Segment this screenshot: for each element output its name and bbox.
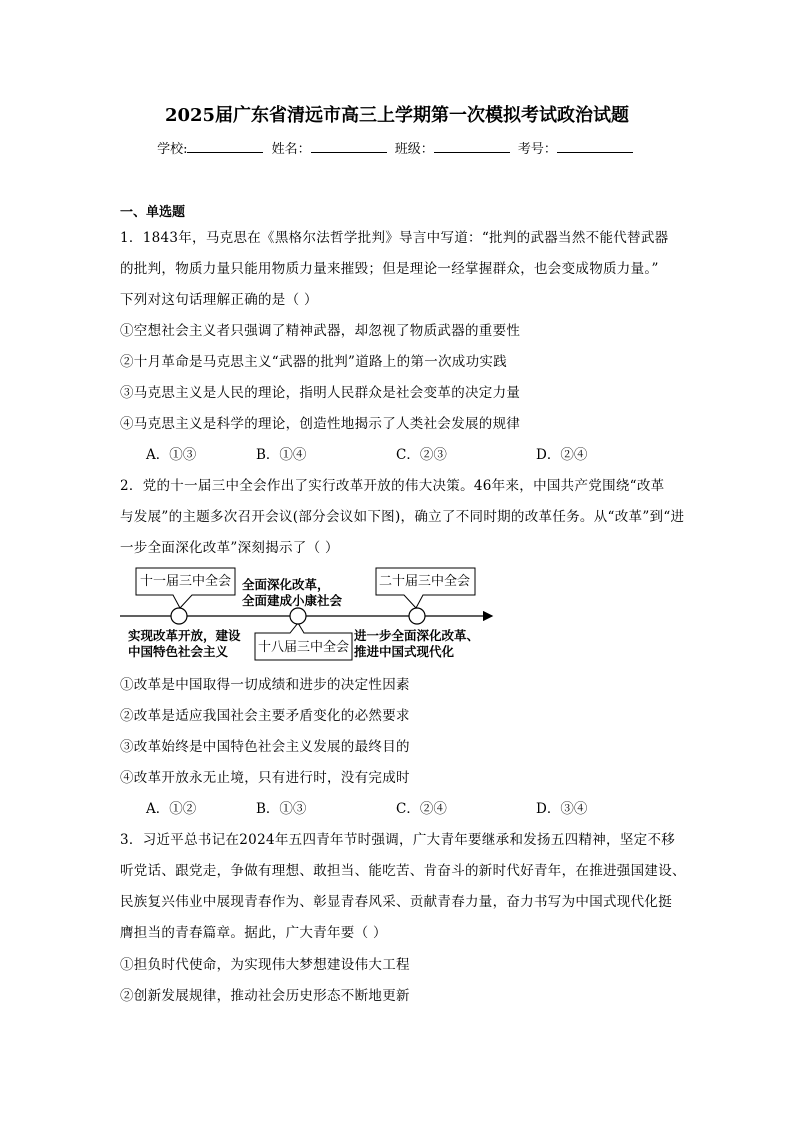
school-label: 学校: [157, 142, 188, 157]
q2-item: ④改革开放永无止境，只有进行时，没有完成时 [120, 770, 410, 786]
q1-item: ③马克思主义是人民的理论，指明人民群众是社会变革的决定力量 [120, 385, 521, 401]
meeting-label-2: 十八届三中全会 [258, 640, 350, 655]
timeline-node-2 [290, 608, 306, 624]
student-info-row [0, 138, 794, 160]
task-1-line2: 中国特色社会主义 [128, 644, 229, 659]
q1-stem-line: 下列对这句话理解正确的是（ ） [120, 292, 318, 308]
number-blank[interactable] [557, 138, 633, 153]
q1-stem-line: 1．1843年，马克思在《黑格尔法哲学批判》导言中写道：“批判的武器当然不能代替武器 [120, 230, 669, 246]
q1-option-a[interactable]: A．①③ [146, 447, 197, 463]
q2-option-c[interactable]: C．②④ [396, 801, 447, 817]
timeline-node-1 [171, 608, 187, 624]
class-blank[interactable] [434, 138, 510, 153]
q1-item: ②十月革命是马克思主义“武器的批判”道路上的第一次成功实践 [120, 354, 508, 370]
school-blank[interactable] [187, 138, 263, 153]
q1-stem-line: 的批判，物质力量只能用物质力量来摧毁；但是理论一经掌握群众，也会变成物质力量。” [120, 261, 659, 277]
task-3-line1: 进一步全面深化改革、 [354, 628, 480, 643]
q1-option-d[interactable]: D．②④ [536, 447, 588, 463]
q2-stem-line: 一步全面深化改革”深刻揭示了（ ） [120, 540, 339, 556]
timeline-node-3 [409, 608, 425, 624]
task-2-line2: 全面建成小康社会 [242, 593, 343, 608]
number-label: 考号： [517, 142, 557, 157]
q3-item: ②创新发展规律，推动社会历史形态不断地更新 [120, 988, 410, 1004]
q2-item: ②改革是适应我国社会主要矛盾变化的必然要求 [120, 708, 410, 724]
q1-option-b[interactable]: B．①④ [256, 447, 307, 463]
q2-option-b[interactable]: B．①③ [256, 801, 307, 817]
page-title: 2025届广东省清远市高三上学期第一次模拟考试政治试题 [164, 105, 630, 126]
q2-option-a[interactable]: A．①② [146, 801, 197, 817]
q3-item: ①担负时代使命，为实现伟大梦想建设伟大工程 [120, 957, 410, 973]
q2-option-d[interactable]: D．③④ [536, 801, 588, 817]
q3-stem-line: 3．习近平总书记在2024年五四青年节时强调，广大青年要继承和发扬五四精神，坚定不移 [120, 832, 676, 848]
q1-item: ④马克思主义是科学的理论，创造性地揭示了人类社会发展的规律 [120, 416, 521, 432]
q1-item: ①空想社会主义者只强调了精神武器，却忽视了物质武器的重要性 [120, 323, 521, 339]
meeting-label-3: 二十届三中全会 [379, 574, 471, 589]
q2-item: ①改革是中国取得一切成绩和进步的决定性因素 [120, 677, 410, 693]
q2-stem-line: 2．党的十一届三中全会作出了实行改革开放的伟大决策。46年来，中国共产党围绕“改革 [120, 478, 665, 494]
task-2-line1: 全面深化改革， [242, 577, 330, 592]
task-1-line1: 实现改革开放，建设 [128, 628, 241, 643]
name-label: 姓名： [271, 142, 311, 157]
task-3-line2: 推进中国式现代化 [354, 644, 455, 659]
q3-stem-line: 膺担当的青春篇章。据此，广大青年要（ ） [120, 925, 387, 941]
meeting-label-1: 十一届三中全会 [140, 574, 232, 589]
q3-stem-line: 民族复兴伟业中展现青春作为、彰显青春风采、贡献青春力量，奋力书写为中国式现代化挺 [120, 894, 672, 910]
q3-stem-line: 听党话、跟党走，争做有理想、敢担当、能吃苦、肯奋斗的新时代好青年，在推进强国建设、 [120, 863, 686, 879]
name-blank[interactable] [311, 138, 387, 153]
q2-stem-line: 与发展”的主题多次召开会议(部分会议如下图)，确立了不同时期的改革任务。从“改革”到“进 [120, 509, 685, 525]
q1-option-c[interactable]: C．②③ [396, 447, 447, 463]
section-title: 一、单选题 [120, 205, 186, 220]
reform-timeline-diagram [118, 563, 498, 663]
class-label: 班级： [394, 142, 434, 157]
q2-item: ③改革始终是中国特色社会主义发展的最终目的 [120, 739, 410, 755]
